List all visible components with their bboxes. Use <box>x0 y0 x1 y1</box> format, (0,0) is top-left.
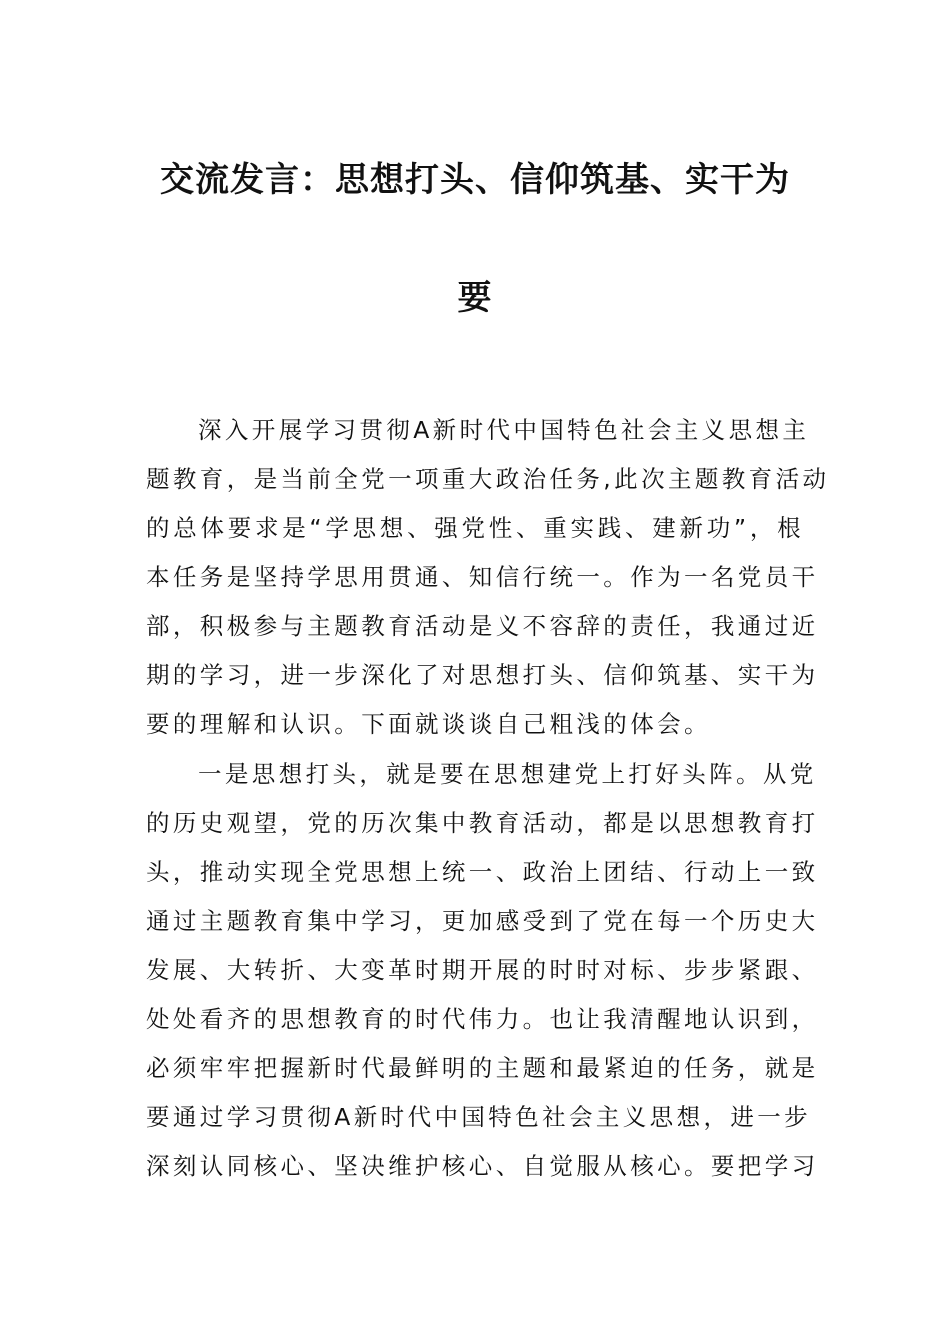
paragraph-2-line-2: 的历史观望，党的历次集中教育活动，都是以思想教育打 <box>146 809 819 837</box>
paragraph-2-line-1: 一是思想打头，就是要在思想建党上打好头阵。从党 <box>198 760 817 788</box>
paragraph-1-line-2: 题教育，是当前全党一项重大政治任务,此次主题教育活动 <box>146 465 830 493</box>
paragraph-1-line-4: 本任务是坚持学思用贯通、知信行统一。作为一名党员干 <box>146 563 819 591</box>
document-title-line-2: 要 <box>457 278 493 318</box>
paragraph-2-line-3: 头，推动实现全党思想上统一、政治上团结、行动上一致 <box>146 858 819 886</box>
paragraph-2-line-4: 通过主题教育集中学习，更加感受到了党在每一个历史大 <box>146 907 819 935</box>
paragraph-1-line-6: 期的学习，进一步深化了对思想打头、信仰筑基、实干为 <box>146 661 819 689</box>
document-title-line-1: 交流发言：思想打头、信仰筑基、实干为 <box>160 160 790 200</box>
paragraph-2-line-7: 必须牢牢把握新时代最鲜明的主题和最紧迫的任务，就是 <box>146 1054 819 1082</box>
paragraph-2-line-8: 要通过学习贯彻A新时代中国特色社会主义思想，进一步 <box>146 1103 812 1131</box>
paragraph-1-line-5: 部，积极参与主题教育活动是义不容辞的责任，我通过近 <box>146 612 819 640</box>
paragraph-2-line-9: 深刻认同核心、坚决维护核心、自觉服从核心。要把学习 <box>146 1152 819 1180</box>
paragraph-1-line-3: 的总体要求是“学思想、强党性、重实践、建新功”，根 <box>146 514 804 542</box>
paragraph-1-line-1: 深入开展学习贯彻A新时代中国特色社会主义思想主 <box>198 416 810 444</box>
paragraph-2-line-6: 处处看齐的思想教育的时代伟力。也让我清醒地认识到， <box>146 1005 819 1033</box>
paragraph-1-line-7: 要的理解和认识。下面就谈谈自己粗浅的体会。 <box>146 710 711 738</box>
paragraph-2-line-5: 发展、大转折、大变革时期开展的时时对标、步步紧跟、 <box>146 956 819 984</box>
